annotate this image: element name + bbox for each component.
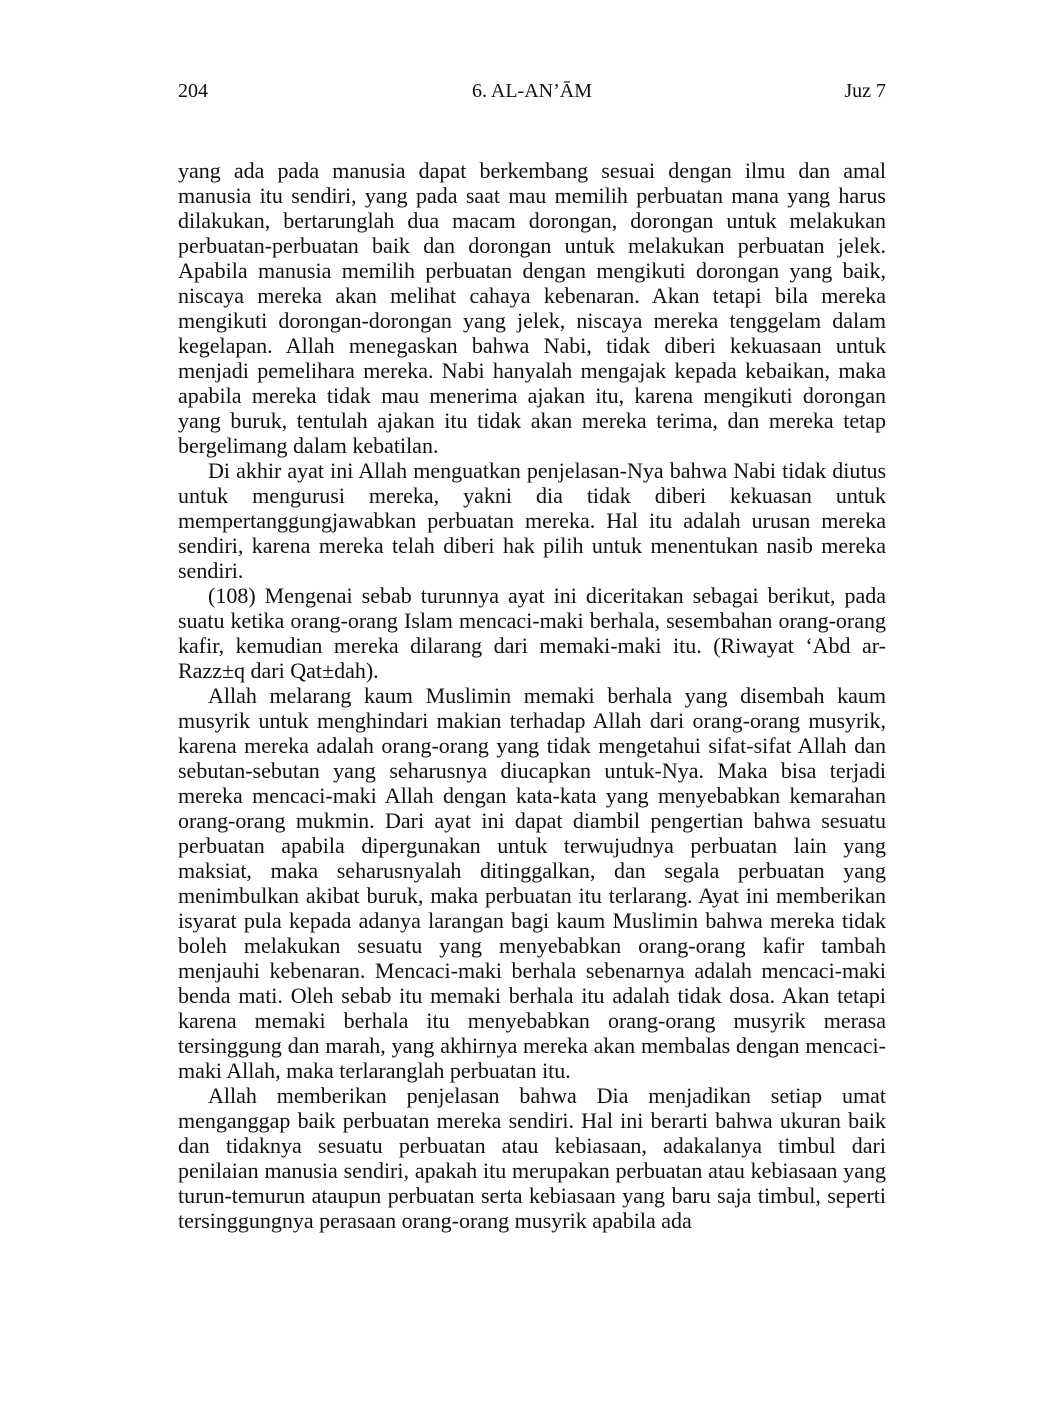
- paragraph-verse-108: (108) Mengenai sebab turunnya ayat ini diceritakan sebagai berikut, pada suatu ketika orang-orang Islam mencaci-maki berhala, sesembahan orang-orang kafir, kemudian mereka dilarang dari memaki-maki itu. (Riwayat ‘Abd ar-Razz±q dari Qat±dah).: [178, 583, 886, 683]
- juz-label: Juz 7: [844, 80, 886, 102]
- paragraph: Allah melarang kaum Muslimin memaki berhala yang disembah kaum musyrik untuk menghindari makian terhadap Allah dari orang-orang musyrik, karena mereka adalah orang-orang yang tidak mengetahui sifat-sifat Allah dan sebutan-sebutan yang seharusnya diucapkan untuk-Nya. Maka bisa terjadi mereka mencaci-maki Allah dengan kata-kata yang menyebabkan kemarahan orang-orang mukmin. Dari ayat ini dapat diambil pengertian bahwa sesuatu perbuatan apabila dipergunakan untuk terwujudnya perbuatan lain yang maksiat, maka seharusnyalah ditinggalkan, dan segala perbuatan yang menimbulkan akibat buruk, maka perbuatan itu terlarang. Ayat ini memberikan isyarat pula kepada adanya larangan bagi kaum Muslimin bahwa mereka tidak boleh melakukan sesuatu yang menyebabkan orang-orang kafir tambah menjauhi kebenaran. Mencaci-maki berhala sebenarnya adalah mencaci-maki benda mati. Oleh sebab itu memaki berhala itu adalah tidak dosa. Akan tetapi karena memaki berhala itu menyebabkan orang-orang musyrik merasa tersinggung dan marah, yang akhirnya mereka akan membalas dengan mencaci-maki Allah, maka terlaranglah perbuatan itu.: [178, 683, 886, 1083]
- paragraph: Allah memberikan penjelasan bahwa Dia menjadikan setiap umat menganggap baik perbuatan mereka sendiri. Hal ini berarti bahwa ukuran baik dan tidaknya sesuatu perbuatan atau kebiasaan, adakalanya timbul dari penilaian manusia sendiri, apakah itu merupakan perbuatan atau kebiasaan yang turun-temurun ataupun perbuatan serta kebiasaan yang baru saja timbul, seperti tersinggungnya perasaan orang-orang musyrik apabila ada: [178, 1083, 886, 1233]
- page-number: 204: [178, 80, 208, 102]
- paragraph: Di akhir ayat ini Allah menguatkan penjelasan-Nya bahwa Nabi tidak diutus untuk mengurusi mereka, yakni dia tidak diberi kekuasan untuk mempertanggungjawabkan perbuatan mereka. Hal itu adalah urusan mereka sendiri, karena mereka telah diberi hak pilih untuk menentukan nasib mereka sendiri.: [178, 458, 886, 583]
- page-body: [178, 158, 886, 1233]
- page-header: [178, 76, 886, 106]
- chapter-title: 6. AL-AN’ĀM: [472, 80, 592, 102]
- paragraph-continuation: yang ada pada manusia dapat berkembang sesuai dengan ilmu dan amal manusia itu sendiri, yang pada saat mau memilih perbuatan mana yang harus dilakukan, bertarunglah dua macam dorongan, dorongan untuk melakukan perbuatan-perbuatan baik dan dorongan untuk melakukan perbuatan jelek. Apabila manusia memilih perbuatan dengan mengikuti dorongan yang baik, niscaya mereka akan melihat cahaya kebenaran. Akan tetapi bila mereka mengikuti dorongan-dorongan yang jelek, niscaya mereka tenggelam dalam kegelapan. Allah menegaskan bahwa Nabi, tidak diberi kekuasaan untuk menjadi pemelihara mereka. Nabi hanyalah mengajak kepada kebaikan, maka apabila mereka tidak mau menerima ajakan itu, karena mengikuti dorongan yang buruk, tentulah ajakan itu tidak akan mereka terima, dan mereka tetap bergelimang dalam kebatilan.: [178, 158, 886, 458]
